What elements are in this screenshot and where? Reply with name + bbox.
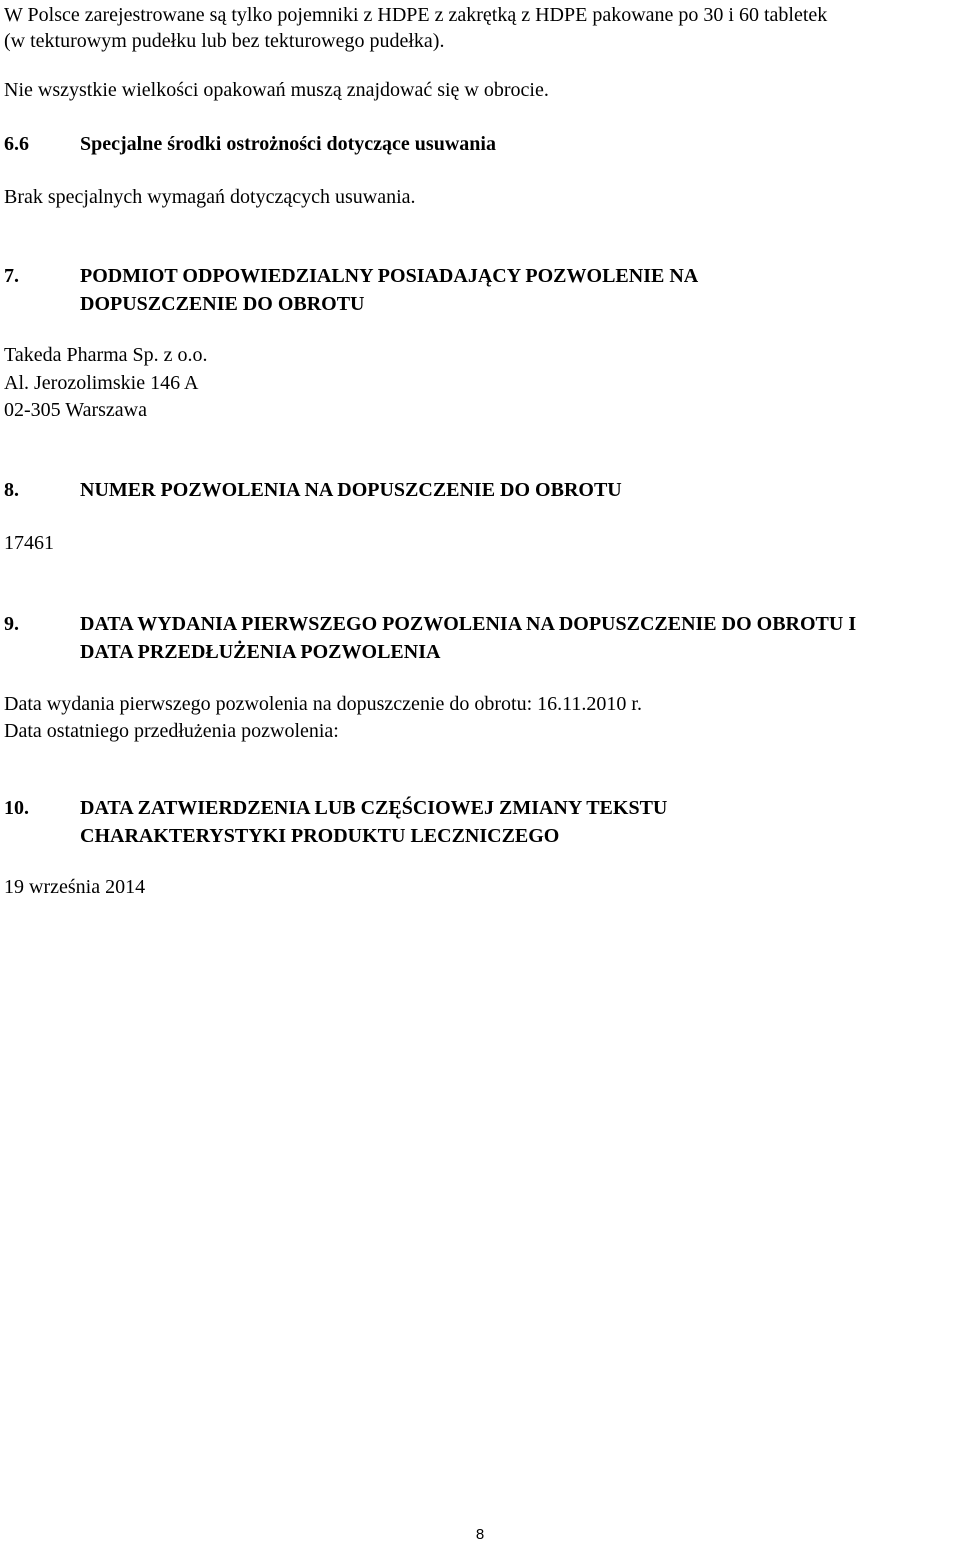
section-10-heading	[4, 794, 800, 850]
authorization-number: 17461	[4, 532, 54, 554]
section-title: DATA ZATWIERDZENIA LUB CZĘŚCIOWEJ ZMIANY TEKSTU CHARAKTERYSTYKI PRODUKTU LECZNICZEGO	[80, 797, 668, 847]
page-number: 8	[475, 1526, 485, 1543]
section-number: 9.	[4, 613, 19, 635]
section-number: 6.6	[4, 133, 29, 155]
section-title: NUMER POZWOLENIA NA DOPUSZCZENIE DO OBROTU	[80, 479, 622, 501]
section-number: 10.	[4, 797, 29, 819]
section-title: PODMIOT ODPOWIEDZIALNY POSIADAJĄCY POZWOLENIE NA DOPUSZCZENIE DO OBROTU	[80, 265, 698, 315]
renewal-date: Data ostatniego przedłużenia pozwolenia:	[4, 720, 339, 742]
section-title: DATA WYDANIA PIERWSZEGO POZWOLENIA NA DOPUSZCZENIE DO OBROTU I DATA PRZEDŁUŻENIA POZWOLENIA	[80, 613, 857, 663]
company-name: Takeda Pharma Sp. z o.o.	[4, 344, 208, 366]
section-7-heading	[4, 262, 840, 318]
section-8-heading	[4, 476, 940, 504]
section-number: 8.	[4, 479, 19, 501]
section-6-6-body: Brak specjalnych wymagań dotyczących usuwania.	[4, 186, 416, 208]
section-title: Specjalne środki ostrożności dotyczące usuwania	[80, 133, 496, 155]
intro-line-3: Nie wszystkie wielkości opakowań muszą znajdować się w obrocie.	[4, 79, 549, 101]
company-street: Al. Jerozolimskie 146 A	[4, 372, 199, 394]
section-number: 7.	[4, 265, 19, 287]
intro-line-2: (w tekturowym pudełku lub bez tekturowego pudełka).	[4, 30, 445, 52]
section-9-heading	[4, 610, 880, 666]
company-city: 02-305 Warszawa	[4, 399, 147, 421]
section-6-6-heading	[4, 130, 940, 158]
first-authorization-date: Data wydania pierwszego pozwolenia na dopuszczenie do obrotu: 16.11.2010 r.	[4, 693, 642, 715]
intro-line-1: W Polsce zarejestrowane są tylko pojemniki z HDPE z zakrętką z HDPE pakowane po 30 i 60 tabletek	[4, 4, 828, 26]
approval-date: 19 września 2014	[4, 876, 146, 898]
